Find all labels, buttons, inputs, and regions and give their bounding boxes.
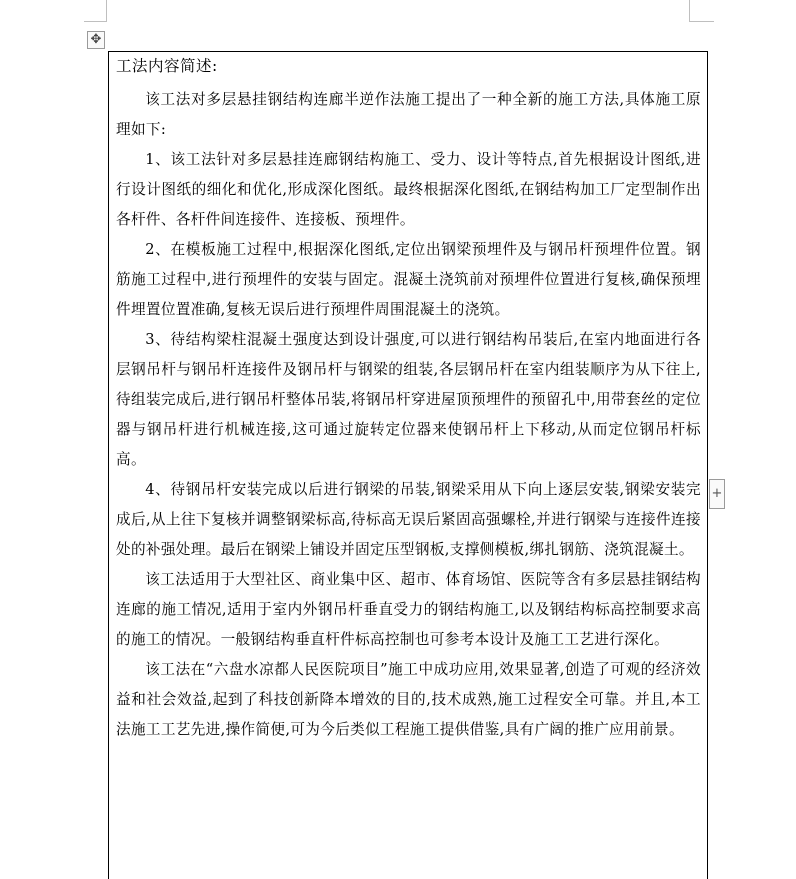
crop-mark-top-right [689, 0, 714, 22]
crop-mark-top-left [84, 0, 107, 22]
paragraph-scope: 该工法适用于大型社区、商业集中区、超市、体育场馆、医院等含有多层悬挂钢结构连廊的施工情况,适用于室内外钢吊杆垂直受力的钢结构施工,以及钢结构标高控制要求高的施工的情况。一般钢结构垂直杆件标高控制也可参考本设计及施工工艺进行深化。 [116, 571, 701, 648]
paragraph-step-2: 2、在模板施工过程中,根据深化图纸,定位出钢梁预埋件及与钢吊杆预埋件位置。钢筋施工过程中,进行预埋件的安装与固定。混凝土浇筑前对预埋件位置进行复核,确保预埋件埋置位置准确,复核无误后进行预埋件周围混凝土的浇筑。 [116, 241, 701, 318]
paragraph-step-4: 4、待钢吊杆安装完成以后进行钢梁的吊装,钢梁采用从下向上逐层安装,钢梁安装完成后,从上往下复核并调整钢梁标高,待标高无误后紧固高强螺栓,并进行钢梁与连接件连接处的补强处理。最后在钢梁上铺设并固定压型钢板,支撑侧模板,绑扎钢筋、浇筑混凝土。 [116, 481, 701, 558]
add-row-plus-icon[interactable]: + [709, 479, 725, 509]
content-table-cell[interactable] [108, 51, 708, 879]
table-move-handle-icon[interactable]: ✥ [87, 31, 105, 49]
paragraph-step-3: 3、待结构梁柱混凝土强度达到设计强度,可以进行钢结构吊装后,在室内地面进行各层钢吊杆与钢吊杆连接件及钢吊杆与钢梁的组装,各层钢吊杆在室内组装顺序为从下往上,待组装完成后,进行钢吊杆整体吊装,将钢吊杆穿进屋顶预埋件的预留孔中,用带套丝的定位器与钢吊杆进行机械连接,这可通过旋转定位器来使钢吊杆上下移动,从而定位钢吊杆标高。 [116, 331, 701, 468]
paragraph-step-1: 1、该工法针对多层悬挂连廊钢结构施工、受力、设计等特点,首先根据设计图纸,进行设计图纸的细化和优化,形成深化图纸。最终根据深化图纸,在钢结构加工厂定型制作出各杆件、各杆件间连接件、连接板、预埋件。 [116, 151, 701, 228]
paragraph-intro: 该工法对多层悬挂钢结构连廊半逆作法施工提出了一种全新的施工方法,具体施工原理如下: [116, 91, 701, 138]
paragraph-application: 该工法在“六盘水凉都人民医院项目”施工中成功应用,效果显著,创造了可观的经济效益和社会效益,起到了科技创新降本增效的目的,技术成熟,施工过程安全可靠。并且,本工法施工工艺先进,操作简便,可为今后类似工程施工提供借鉴,具有广阔的推广应用前景。 [116, 661, 701, 738]
section-title: 工法内容简述: [116, 57, 218, 75]
